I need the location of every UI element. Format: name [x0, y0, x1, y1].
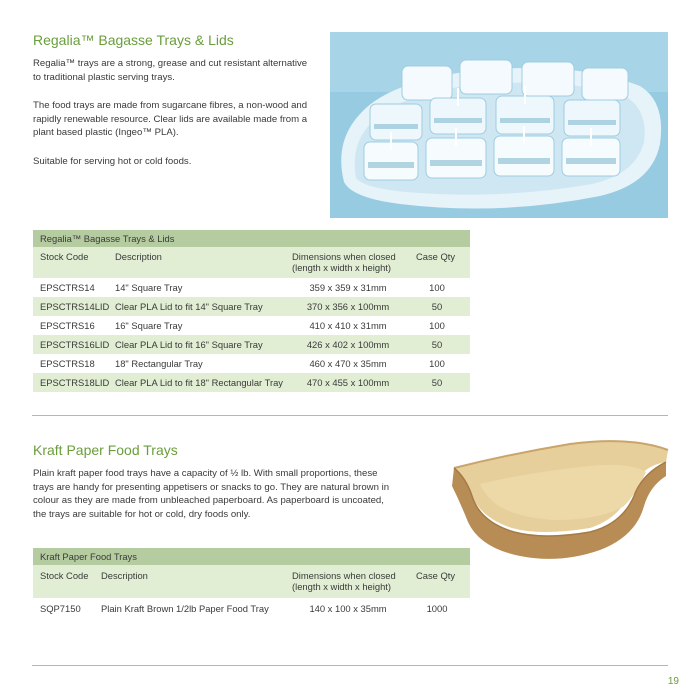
col-header-dimensions: Dimensions when closed [292, 251, 396, 262]
regalia-para2-line3: plant based plastic (Ingeo™ PLA). [33, 127, 179, 139]
stock-code: EPSCTRS18LID [40, 377, 110, 388]
description: Plain Kraft Brown 1/2lb Paper Food Tray [101, 603, 269, 614]
col-header-case-qty: Case Qty [416, 570, 456, 581]
dimensions: 410 x 410 x 31mm [309, 320, 387, 331]
table-row [33, 297, 470, 316]
regalia-serving-note: Suitable for serving hot or cold foods. [33, 156, 192, 167]
description: 14" Square Tray [115, 282, 183, 293]
page-number: 19 [667, 676, 679, 687]
col-header-description: Description [101, 570, 148, 581]
case-qty: 100 [429, 282, 445, 293]
kraft-para-line1: Plain kraft paper food trays have a capacity of ½ lb. With small proportions, these [33, 468, 378, 479]
kraft-table-title: Kraft Paper Food Trays [40, 551, 137, 562]
table-row [33, 278, 470, 297]
kraft-para-line2: trays are handy for presenting appetisers or snacks to go. They are natural brown in [33, 481, 390, 493]
kraft-table [33, 548, 470, 618]
kraft-tray-photo-icon [440, 432, 672, 566]
dimensions: 460 x 470 x 35mm [309, 358, 387, 369]
regalia-para1-line2: to traditional plastic serving trays. [33, 71, 175, 83]
case-qty: 100 [429, 320, 445, 331]
table-row [33, 335, 470, 354]
table-row [33, 598, 470, 618]
regalia-table [33, 230, 470, 392]
regalia-table-title-row [33, 230, 470, 247]
stock-code: EPSCTRS14 [40, 282, 95, 293]
col-header-stock-code: Stock Code [40, 251, 89, 262]
case-qty: 100 [429, 358, 445, 369]
bagasse-tray-photo-icon [330, 32, 668, 218]
dimensions: 426 x 402 x 100mm [306, 339, 390, 350]
col-header-dimensions: Dimensions when closed [292, 570, 396, 581]
col-header-case-qty: Case Qty [416, 251, 456, 262]
col-header-stock-code: Stock Code [40, 570, 89, 581]
regalia-para2-line1: The food trays are made from sugarcane fibres, a non-wood and [33, 100, 308, 111]
table-row [33, 373, 470, 392]
regalia-description [33, 99, 323, 140]
regalia-para1-line1: Regalia™ trays are a strong, grease and cut resistant alternative [33, 58, 308, 69]
table-row [33, 354, 470, 373]
col-header-dimensions-sub: (length x width x height) [292, 581, 392, 592]
dimensions: 140 x 100 x 35mm [309, 603, 387, 614]
col-header-dimensions-sub: (length x width x height) [292, 262, 392, 273]
table-row [33, 316, 470, 335]
kraft-heading: Kraft Paper Food Trays [33, 442, 178, 458]
regalia-table-title: Regalia™ Bagasse Trays & Lids [40, 233, 175, 244]
kraft-para-line3: colour as they are made from unbleached paperboard. As paperboard is uncoated, [33, 495, 384, 507]
regalia-para2-line2: rapidly renewable resource. Clear lids are available made from a [33, 113, 308, 125]
kraft-description [33, 467, 433, 521]
description: Clear PLA Lid to fit 14" Square Tray [115, 301, 263, 312]
footer-divider [32, 665, 668, 666]
case-qty: 50 [431, 377, 443, 388]
case-qty: 1000 [426, 603, 448, 614]
stock-code: SQP7150 [40, 603, 81, 614]
stock-code: EPSCTRS18 [40, 358, 95, 369]
description: 18" Rectangular Tray [115, 358, 203, 369]
kraft-table-title-row [33, 548, 470, 565]
stock-code: EPSCTRS14LID [40, 301, 110, 312]
dimensions: 470 x 455 x 100mm [306, 377, 390, 388]
case-qty: 50 [431, 339, 443, 350]
kraft-para-line4: the trays are suitable for hot or cold, dry foods only. [33, 508, 251, 520]
section-divider [32, 415, 668, 416]
kraft-table-header [33, 565, 470, 598]
dimensions: 370 x 356 x 100mm [306, 301, 390, 312]
description: Clear PLA Lid to fit 18" Rectangular Tray [115, 377, 283, 388]
dimensions: 359 x 359 x 31mm [309, 282, 387, 293]
regalia-table-header [33, 247, 470, 278]
description: Clear PLA Lid to fit 16" Square Tray [115, 339, 263, 350]
stock-code: EPSCTRS16 [40, 320, 95, 331]
regalia-heading: Regalia™ Bagasse Trays & Lids [33, 32, 234, 48]
col-header-description: Description [115, 251, 162, 262]
regalia-intro [33, 57, 323, 84]
description: 16" Square Tray [115, 320, 183, 331]
case-qty: 50 [431, 301, 443, 312]
stock-code: EPSCTRS16LID [40, 339, 110, 350]
